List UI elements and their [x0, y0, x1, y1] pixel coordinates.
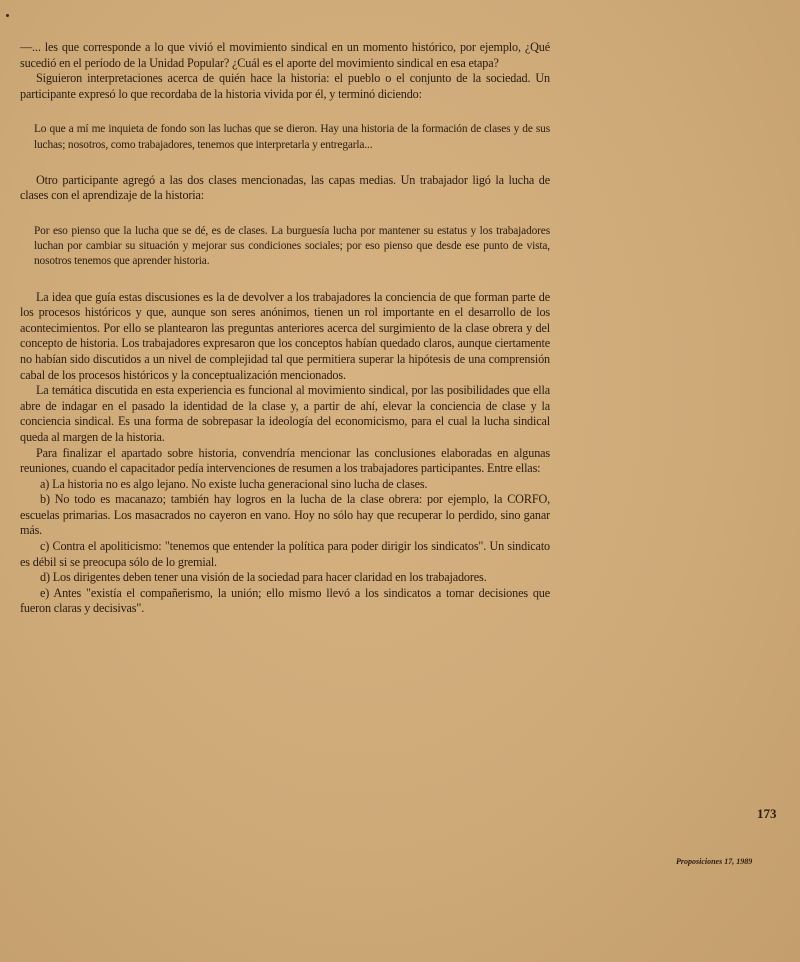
page-number: 173 — [757, 806, 777, 821]
journal-footer: Proposiciones 17, 1989 — [676, 857, 753, 866]
list-item: c) Contra el apoliticismo: "tenemos que entender la política para poder dirigir los sindicatos". Un sindicato es débil si se preocupa sólo de lo gremial. — [20, 539, 550, 569]
paragraph: La temática discutida en esta experiencia es funcional al movimiento sindical, por las posibilidades que ella abre de indagar en el pasado la identidad de la clase y, a partir de ahí, elevar la conciencia de clase y la conciencia sindical. Es una forma de sobrepasar la ideología del economicismo, para el cual la lucha sindical queda al margen de la historia. — [20, 383, 550, 444]
paragraph: Otro participante agregó a las dos clases mencionadas, las capas medias. Un trabajador ligó la lucha de clases con el aprendizaje de la historia: — [20, 172, 550, 203]
text-column — [20, 40, 550, 617]
list-item: d) Los dirigentes deben tener una visión de la sociedad para hacer claridad en los trabajadores. — [40, 570, 487, 585]
list-item: e) Antes "existía el compañerismo, la unión; ello mismo llevó a los sindicatos a tomar decisiones que fueron claras y decisivas". — [20, 585, 550, 616]
paragraph: Siguieron interpretaciones acerca de quién hace la historia: el pueblo o el conjunto de la sociedad. Un participante expresó lo que recordaba de la historia vivida por él, y terminó diciendo: — [20, 71, 550, 101]
list-item: b) No todo es macanazo; también hay logros en la lucha de la clase obrera: por ejemplo, la CORFO, escuelas primarias. Los masacrados no cayeron en vano. Hoy no sólo hay que recuperar lo perdido, sino ganar más. — [20, 492, 550, 538]
paragraph-intro: —... les que corresponde a lo que vivió el movimiento sindical en un momento histórico, por ejemplo, ¿Qué sucedió en el período de la Unidad Popular? ¿Cuál es el aporte del movimiento sindical en esa etapa? — [20, 40, 550, 70]
paragraph: Para finalizar el apartado sobre historia, convendría mencionar las conclusiones elaboradas en algunas reuniones, cuando el capacitador pedía intervenciones de resumen a los trabajadores participantes. Entre ellas: — [20, 445, 550, 476]
block-quote: Lo que a mí me inquieta de fondo son las luchas que se dieron. Hay una historia de la formación de clases y de sus luchas; nosotros, como trabajadores, tenemos que interpretarla y entregarla... — [34, 123, 550, 151]
paragraph: La idea que guía estas discusiones es la de devolver a los trabajadores la conciencia de que forman parte de los procesos históricos y que, aunque son seres anónimos, tienen un rol importante en el desarrollo de los acontecimientos. Por ello se plantearon las preguntas anteriores acerca del surgimiento de la clase obrera y del concepto de historia. Los trabajadores expresaron que los conceptos habían quedado claros, aunque ciertamente no habían sido discutidos a un nivel de complejidad tal que permitiera superar la hipótesis de una comprensión cabal de los procesos históricos y la conceptualización mencionados. — [20, 289, 550, 382]
block-quote: Por eso pienso que la lucha que se dé, es de clases. La burguesía lucha por mantener su estatus y los trabajadores luchan por cambiar su situación y mejorar sus condiciones sociales; por eso pienso que desde ese punto de vista, nosotros tenemos que aprender historia. — [34, 224, 550, 268]
list-item: a) La historia no es algo lejano. No existe lucha generacional sino lucha de clases. — [40, 476, 428, 491]
ink-speck — [6, 14, 9, 17]
